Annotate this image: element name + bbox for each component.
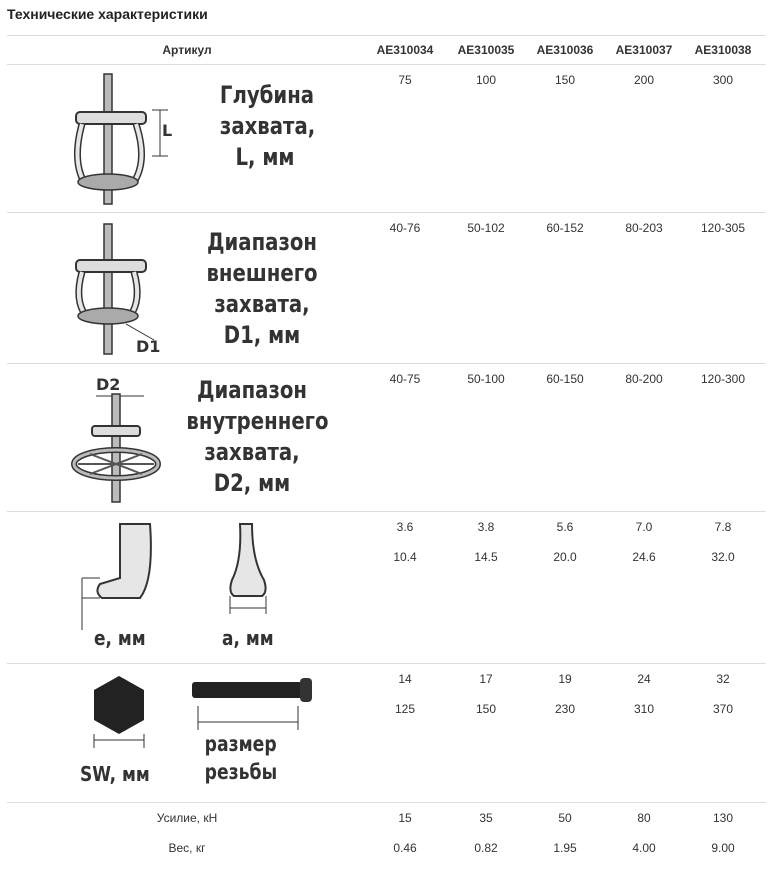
table-cell: 3.8 bbox=[477, 520, 495, 534]
table-cell: 24 bbox=[637, 672, 651, 686]
column-header: AE310035 bbox=[457, 43, 515, 57]
table-cell: 50 bbox=[558, 811, 572, 825]
caption-line: внешнего bbox=[206, 259, 318, 287]
table-cell: 32 bbox=[716, 672, 730, 686]
hex-sw-illustration bbox=[88, 672, 150, 752]
puller-inner-illustration bbox=[68, 370, 188, 506]
table-cell: 10.4 bbox=[393, 550, 417, 564]
sw-caption: SW, мм bbox=[80, 762, 150, 786]
row-divider bbox=[7, 212, 766, 213]
row-divider bbox=[7, 802, 766, 803]
table-cell: 120-305 bbox=[700, 221, 746, 235]
force-label: Усилие, кН bbox=[156, 811, 218, 825]
inner-caption bbox=[186, 375, 329, 499]
caption-line: размер bbox=[204, 732, 277, 756]
table-cell: 14.5 bbox=[474, 550, 498, 564]
row-divider bbox=[7, 663, 766, 664]
table-cell: 310 bbox=[633, 702, 655, 716]
table-cell: 35 bbox=[479, 811, 493, 825]
caption-line: внутреннего bbox=[186, 407, 329, 435]
column-header: AE310037 bbox=[615, 43, 673, 57]
caption-line: L, мм bbox=[235, 143, 295, 171]
table-cell: 7.8 bbox=[714, 520, 732, 534]
caption-line: Глубина bbox=[219, 81, 315, 109]
e-caption: e, мм bbox=[94, 626, 146, 650]
table-cell: 370 bbox=[712, 702, 734, 716]
table-cell: 15 bbox=[398, 811, 412, 825]
table-cell: 14 bbox=[398, 672, 412, 686]
table-cell: 80-203 bbox=[625, 221, 663, 235]
table-cell: 130 bbox=[712, 811, 734, 825]
table-cell: 0.82 bbox=[474, 841, 498, 855]
row-divider bbox=[7, 64, 766, 65]
table-cell: 75 bbox=[398, 73, 412, 87]
table-cell: 24.6 bbox=[632, 550, 656, 564]
depth-caption bbox=[219, 80, 316, 173]
table-cell: 60-152 bbox=[546, 221, 584, 235]
table-cell: 50-100 bbox=[467, 372, 505, 386]
table-cell: 3.6 bbox=[396, 520, 414, 534]
caption-line: захвата, bbox=[204, 438, 300, 466]
table-cell: 32.0 bbox=[711, 550, 735, 564]
table-cell: 60-150 bbox=[546, 372, 584, 386]
table-cell: 4.00 bbox=[632, 841, 656, 855]
caption-line: Диапазон bbox=[196, 376, 308, 404]
jaw-width-illustration bbox=[218, 520, 278, 620]
caption-line: захвата, bbox=[219, 112, 316, 140]
jaw-thickness-illustration bbox=[72, 520, 162, 632]
table-cell: 120-300 bbox=[700, 372, 746, 386]
spindle-thread-illustration bbox=[186, 672, 326, 732]
table-cell: 100 bbox=[475, 73, 497, 87]
table-cell: 0.46 bbox=[393, 841, 417, 855]
table-cell: 230 bbox=[554, 702, 576, 716]
article-header: Артикул bbox=[162, 43, 212, 57]
thread-caption bbox=[205, 730, 284, 786]
caption-line: D1, мм bbox=[223, 321, 301, 349]
table-cell: 150 bbox=[554, 73, 576, 87]
caption-line: Диапазон bbox=[206, 228, 318, 256]
table-cell: 150 bbox=[475, 702, 497, 716]
section-title: Технические характеристики bbox=[7, 6, 208, 22]
table-cell: 17 bbox=[479, 672, 493, 686]
table-border-top bbox=[7, 35, 766, 36]
table-cell: 50-102 bbox=[467, 221, 505, 235]
a-caption: a, мм bbox=[222, 626, 274, 650]
row-divider bbox=[7, 511, 766, 512]
table-cell: 125 bbox=[394, 702, 416, 716]
caption-line: D2, мм bbox=[213, 469, 291, 497]
column-header: AE310036 bbox=[536, 43, 594, 57]
puller-depth-illustration bbox=[68, 70, 188, 210]
outer-caption bbox=[205, 227, 320, 351]
row-divider bbox=[7, 363, 766, 364]
table-cell: 80 bbox=[637, 811, 651, 825]
table-cell: 80-200 bbox=[625, 372, 663, 386]
table-cell: 40-76 bbox=[389, 221, 421, 235]
table-cell: 19 bbox=[558, 672, 572, 686]
column-header: AE310034 bbox=[376, 43, 434, 57]
table-cell: 9.00 bbox=[711, 841, 735, 855]
table-cell: 1.95 bbox=[553, 841, 577, 855]
table-cell: 20.0 bbox=[553, 550, 577, 564]
caption-line: захвата, bbox=[214, 290, 310, 318]
dim-label-l: L bbox=[162, 121, 173, 140]
table-cell: 7.0 bbox=[635, 520, 653, 534]
table-cell: 300 bbox=[712, 73, 734, 87]
caption-line: резьбы bbox=[204, 760, 278, 784]
weight-label: Вес, кг bbox=[168, 841, 206, 855]
dim-label-d1: D1 bbox=[136, 337, 161, 356]
table-cell: 200 bbox=[633, 73, 655, 87]
table-cell: 40-75 bbox=[389, 372, 421, 386]
puller-outer-illustration bbox=[68, 220, 188, 360]
dim-label-d2: D2 bbox=[96, 375, 121, 394]
table-cell: 5.6 bbox=[556, 520, 574, 534]
column-header: AE310038 bbox=[694, 43, 752, 57]
